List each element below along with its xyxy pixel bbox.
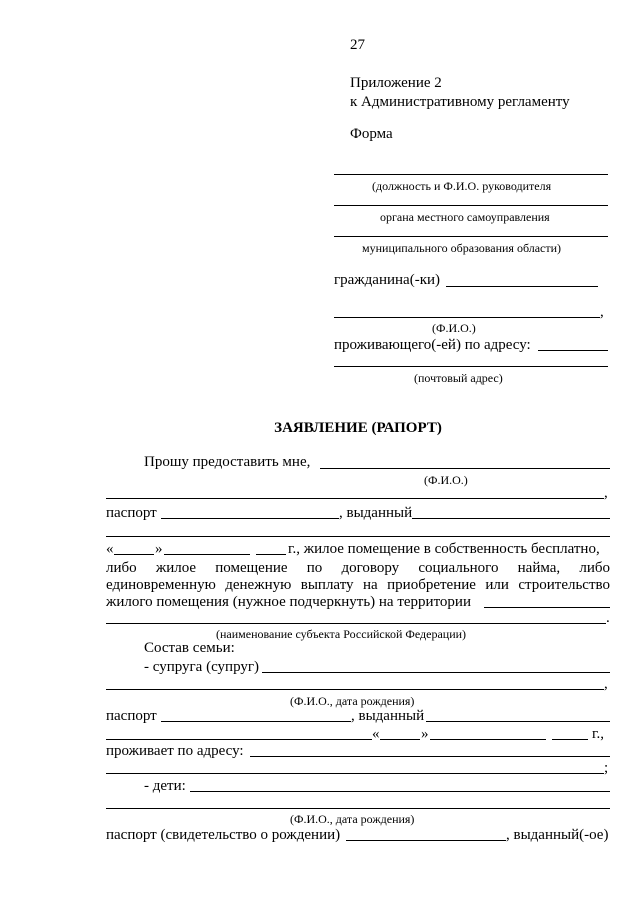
year-suffix: г., жилое помещение в собственность бесплатно, xyxy=(288,541,600,557)
lives-label: проживает по адресу: xyxy=(106,743,244,759)
citizen-fio-caption: (Ф.И.О.) xyxy=(432,321,476,335)
residing-label: проживающего(-ей) по адресу: xyxy=(334,337,531,353)
children-fio-continuation[interactable] xyxy=(106,808,610,809)
postal-address-line[interactable] xyxy=(334,366,608,367)
citizen-fio-line[interactable] xyxy=(334,317,600,318)
request-fio-field[interactable] xyxy=(320,468,610,469)
spouse-fio-continuation[interactable] xyxy=(106,689,604,690)
issued-label: , выданный xyxy=(339,505,413,521)
citizen-field[interactable] xyxy=(446,286,598,287)
quote-close: » xyxy=(155,541,163,557)
birth-cert-field[interactable] xyxy=(346,840,506,841)
territory-field[interactable] xyxy=(484,607,610,608)
territory-continuation[interactable] xyxy=(106,623,606,624)
annex-label: Приложение 2 xyxy=(350,75,442,91)
spouse-issued-by-continuation[interactable] xyxy=(106,739,372,740)
regulation-label: к Административному регламенту xyxy=(350,94,570,110)
passport-field[interactable] xyxy=(161,518,339,519)
spouse-issue-month-field[interactable] xyxy=(430,739,546,740)
head-caption: (должность и Ф.И.О. руководителя xyxy=(372,179,552,193)
comma: , xyxy=(604,485,608,501)
spouse-fio-field[interactable] xyxy=(262,672,610,673)
spouse-passport-field[interactable] xyxy=(161,721,351,722)
child-issued-label: , выданный(-ое) xyxy=(506,827,609,843)
request-fio-continuation[interactable] xyxy=(106,498,604,499)
address-field[interactable] xyxy=(538,350,608,351)
issue-month-field[interactable] xyxy=(164,554,250,555)
spouse-passport-label: паспорт xyxy=(106,708,157,724)
request-fio-caption: (Ф.И.О.) xyxy=(424,473,468,487)
body-line-2: либо жилое помещение по договору социального найма, либо xyxy=(106,560,610,576)
quote-open: « xyxy=(106,541,114,557)
subject-caption: (наименование субъекта Российской Федерации) xyxy=(216,627,467,641)
head-name-line[interactable] xyxy=(334,174,608,175)
children-caption: (Ф.И.О., дата рождения) xyxy=(290,812,415,826)
family-label: Состав семьи: xyxy=(144,640,235,656)
comma: , xyxy=(604,676,608,692)
document-title: ЗАЯВЛЕНИЕ (РАПОРТ) xyxy=(274,420,442,436)
body-name-line[interactable] xyxy=(334,205,608,206)
issue-year-field[interactable] xyxy=(256,554,286,555)
spouse-caption: (Ф.И.О., дата рождения) xyxy=(290,694,415,708)
spouse-address-field[interactable] xyxy=(250,756,610,757)
spouse-issue-year-field[interactable] xyxy=(552,739,588,740)
municipal-name-line[interactable] xyxy=(334,236,608,237)
spouse-issued-by-field[interactable] xyxy=(426,721,610,722)
children-fio-field[interactable] xyxy=(190,791,610,792)
comma: , xyxy=(600,304,604,320)
passport-label: паспорт xyxy=(106,505,157,521)
issue-day-field[interactable] xyxy=(114,554,154,555)
page-number: 27 xyxy=(350,37,365,53)
body-caption: органа местного самоуправления xyxy=(380,210,550,224)
children-label: - дети: xyxy=(144,778,186,794)
body-line-3: единовременную денежную выплату на приобретение или строительство xyxy=(106,577,610,593)
year-short: г., xyxy=(592,726,604,742)
spouse-issued-label: , выданный xyxy=(351,708,425,724)
spouse-label: - супруга (супруг) xyxy=(144,659,260,675)
municipal-caption: муниципального образования области) xyxy=(362,241,562,255)
issued-by-continuation[interactable] xyxy=(106,536,610,537)
form-label: Форма xyxy=(350,126,393,142)
spouse-issue-day-field[interactable] xyxy=(380,739,420,740)
body-line-4: жилого помещения (нужное подчеркнуть) на территории xyxy=(106,594,471,610)
citizen-label: гражданина(-ки) xyxy=(334,272,441,288)
postal-caption: (почтовый адрес) xyxy=(414,371,503,385)
quote-open: « xyxy=(372,726,380,742)
semicolon: ; xyxy=(604,760,609,776)
birth-cert-label: паспорт (свидетельство о рождении) xyxy=(106,827,341,843)
quote-close: » xyxy=(421,726,429,742)
period: . xyxy=(606,610,610,626)
issued-by-field[interactable] xyxy=(412,518,610,519)
spouse-address-continuation[interactable] xyxy=(106,773,604,774)
request-label: Прошу предоставить мне, xyxy=(144,454,311,470)
